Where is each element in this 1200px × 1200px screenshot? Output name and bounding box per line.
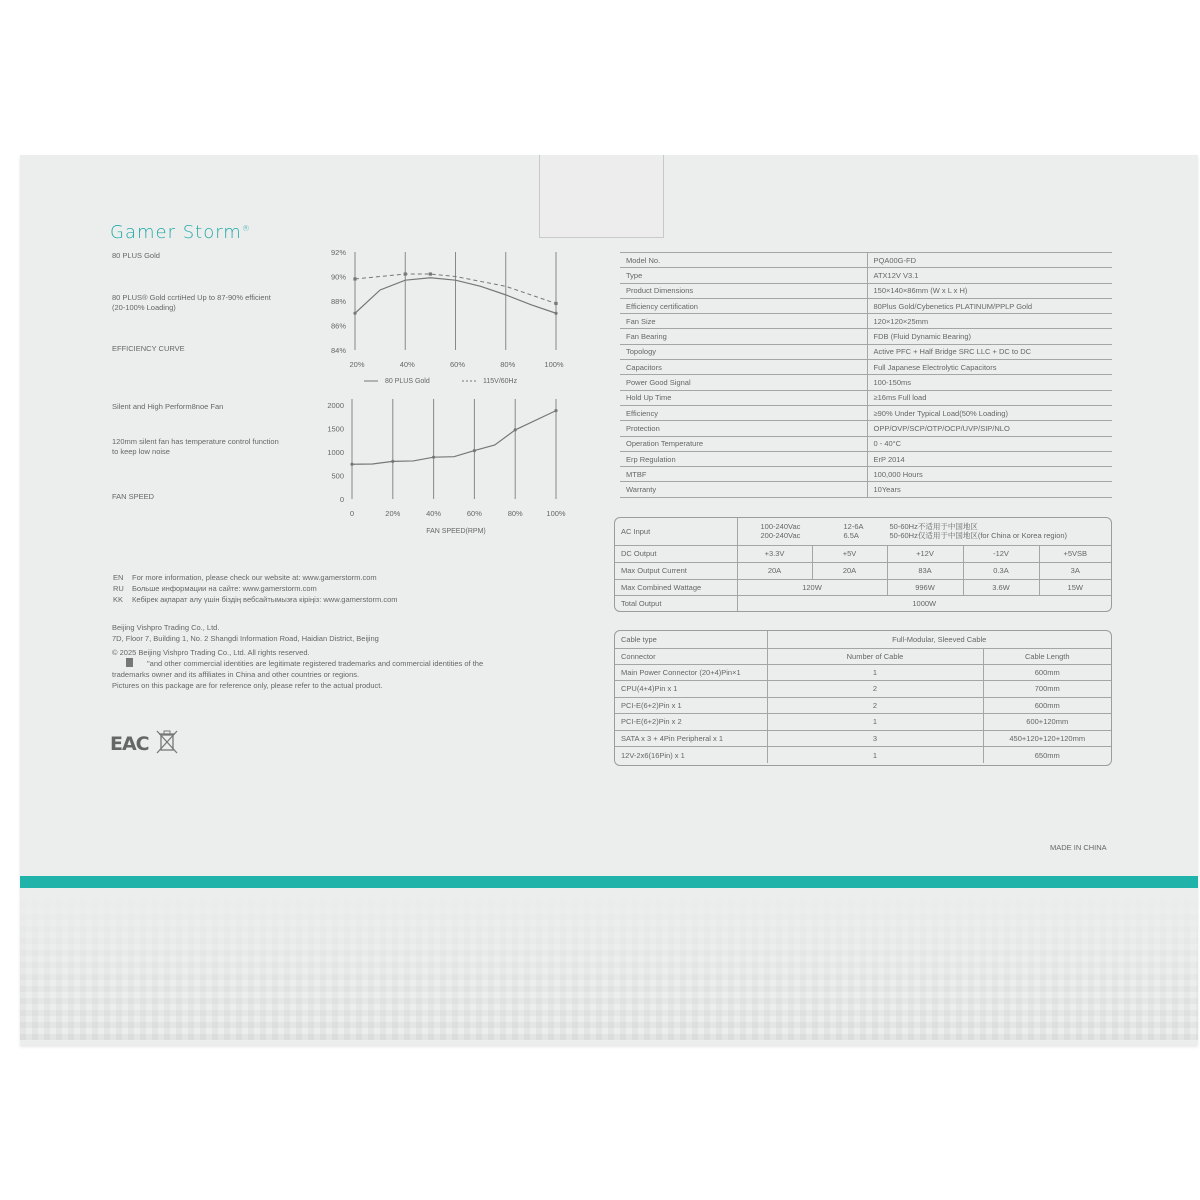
spec-value: 10Years xyxy=(867,482,1112,497)
spec-value: ATX12V V3.1 xyxy=(867,268,1112,283)
cable-row xyxy=(615,714,1111,731)
spec-row xyxy=(620,421,1112,436)
company-address: 7D, Floor 7, Building 1, No. 2 Shangdi Information Road, Haidian District, Beijing xyxy=(112,634,379,643)
ac-n1: 50-60Hz不适用于中国地区 xyxy=(889,522,978,531)
watt-12v: 996W xyxy=(887,579,963,595)
trademark-line-1: "and other commercial identities are legitimate registered trademarks and commercial identities of the xyxy=(147,659,484,668)
cable-row xyxy=(615,730,1111,747)
spec-value: ≥16ms Full load xyxy=(867,390,1112,405)
eff-ytick: 88% xyxy=(330,297,346,306)
spec-value: 100-150ms xyxy=(867,375,1112,390)
spec-value: 120×120×25mm xyxy=(867,314,1112,329)
cable-row xyxy=(615,747,1111,764)
spec-value: OPP/OVP/SCP/OTP/OCP/UVP/SIP/NLO xyxy=(867,421,1112,436)
current-3v3: 20A xyxy=(737,562,812,579)
cable-count: 1 xyxy=(767,747,983,764)
col-connector: Connector xyxy=(615,648,767,664)
fan-xtick: 0 xyxy=(349,509,355,518)
spec-row xyxy=(620,436,1112,451)
max-watt-label: Max Combined Wattage xyxy=(615,579,737,595)
fan-xtick: 60% xyxy=(466,509,482,518)
spec-value: ≥90% Under Typical Load(50% Loading) xyxy=(867,405,1112,420)
fan-desc-2: to keep low noise xyxy=(112,447,170,456)
spec-value: 100,000 Hours xyxy=(867,467,1112,482)
spec-label: Capacitors xyxy=(620,360,867,375)
box-flap xyxy=(539,155,664,238)
cert-desc-1: 80 PLUS® Gold ccrtiHed Up to 87-90% efficient xyxy=(112,293,271,302)
current-5vsb: 3A xyxy=(1039,562,1111,579)
cable-length: 650mm xyxy=(983,747,1111,764)
spec-row xyxy=(620,482,1112,497)
cert-label: 80 PLUS Gold xyxy=(112,251,160,260)
spec-label: Erp Regulation xyxy=(620,451,867,466)
teal-stripe xyxy=(20,876,1198,888)
eff-xtick: 20% xyxy=(349,360,365,369)
fan-xtick: 80% xyxy=(507,509,523,518)
efficiency-curve-label: EFFICIENCY CURVE xyxy=(112,344,185,353)
contact-ru-code: RU xyxy=(113,584,124,593)
dc-12v: +12V xyxy=(887,545,963,562)
spec-value: PQA00G-FD xyxy=(867,253,1112,268)
dc-neg12v: -12V xyxy=(963,545,1039,562)
max-current-label: Max Output Current xyxy=(615,562,737,579)
spec-row xyxy=(620,329,1112,344)
contact-en-text: For more information, please check our website at: www.gamerstorm.com xyxy=(132,573,377,582)
fan-ytick: 2000 xyxy=(327,401,344,410)
cable-connector: 12V-2x6(16Pin) x 1 xyxy=(615,747,767,764)
eff-ytick: 84% xyxy=(330,346,346,355)
legend-115v-label: 115V/60Hz xyxy=(483,378,518,385)
fan-desc-1: 120mm silent fan has temperature control function xyxy=(112,437,279,446)
watt-3v3-5v: 120W xyxy=(737,579,887,595)
ac-n2: 50-60Hz仅适用于中国地区(for China or Korea region) xyxy=(889,531,1068,540)
cable-length: 600mm xyxy=(983,664,1111,681)
cable-count: 1 xyxy=(767,664,983,681)
spec-value: 0 - 40°C xyxy=(867,436,1112,451)
fan-ytick: 500 xyxy=(331,471,344,481)
spec-value: ErP 2014 xyxy=(867,451,1112,466)
spec-label: Efficiency certification xyxy=(620,298,867,313)
spec-row xyxy=(620,405,1112,420)
fan-speed-label: FAN SPEED xyxy=(112,492,155,501)
fan-xtick: 40% xyxy=(426,509,442,518)
ac-a1: 12-6A xyxy=(843,522,864,531)
fan-xtick: 20% xyxy=(385,509,401,518)
spec-label: Protection xyxy=(620,421,867,436)
spec-label: Fan Size xyxy=(620,314,867,329)
cable-row xyxy=(615,697,1111,714)
contact-en-code: EN xyxy=(113,573,124,582)
eff-ytick: 86% xyxy=(330,321,346,331)
pictures-note: Pictures on this package are for reference only, please refer to the actual product. xyxy=(112,681,383,690)
cable-count: 3 xyxy=(767,730,983,747)
contact-kk-text: Кебірек ақпарат алу үшін біздің вебсайтымызға кіріңіз: www.gamerstorm.com xyxy=(132,595,398,604)
total-output-value: 1000W xyxy=(737,595,1111,611)
fan-ytick: 1000 xyxy=(327,448,344,457)
current-12v: 83A xyxy=(887,562,963,579)
spec-row xyxy=(620,253,1112,268)
cable-length: 450+120+120+120mm xyxy=(983,730,1111,747)
cable-count: 1 xyxy=(767,714,983,731)
dc-5vsb: +5VSB xyxy=(1039,545,1111,562)
spec-row xyxy=(620,360,1112,375)
contact-ru-text: Больше информации на сайте: www.gamerstorm.com xyxy=(132,584,317,593)
made-in-label: MADE IN CHINA xyxy=(1050,843,1107,852)
spec-label: Operation Temperature xyxy=(620,436,867,451)
trademark-logo-icon xyxy=(126,658,133,667)
spec-label: Type xyxy=(620,268,867,283)
fan-xtick: 100% xyxy=(546,509,566,518)
spec-row xyxy=(620,268,1112,283)
fan-ytick: 1500 xyxy=(327,424,344,434)
ac-input-cell xyxy=(737,518,1111,545)
spec-label: Hold Up Time xyxy=(620,390,867,405)
spec-label: Product Dimensions xyxy=(620,283,867,298)
spec-value: 80Plus Gold/Cybenetics PLATINUM/PPLP Gold xyxy=(867,298,1112,313)
cable-type-label: Cable type xyxy=(615,631,767,648)
eff-xtick: 100% xyxy=(544,360,564,369)
eff-xtick: 80% xyxy=(500,360,516,369)
ac-v2: 200-240Vac xyxy=(760,531,801,540)
trademark-line-2: trademarks owner and its affiliates in China and other countries or regions. xyxy=(112,670,360,679)
spec-row xyxy=(620,344,1112,359)
weee-bin-icon xyxy=(154,728,180,756)
spec-label: Fan Bearing xyxy=(620,329,867,344)
spec-row xyxy=(620,283,1112,298)
dc-3v3: +3.3V xyxy=(737,545,812,562)
fan-title: Silent and High Perform8noe Fan xyxy=(112,402,224,411)
dc-output-label: DC Output xyxy=(615,545,737,562)
eac-mark-icon: EAC xyxy=(110,733,149,755)
spec-value: Full Japanese Electrolytic Capacitors xyxy=(867,360,1112,375)
spec-label: Power Good Signal xyxy=(620,375,867,390)
eff-xtick: 40% xyxy=(399,360,415,369)
spec-value: 150×140×86mm (W x L x H) xyxy=(867,283,1112,298)
company-name: Beijing Vishpro Trading Co., Ltd. xyxy=(112,623,220,632)
total-output-label: Total Output xyxy=(615,595,737,611)
spec-label: Warranty xyxy=(620,482,867,497)
spec-value: Active PFC + Half Bridge SRC LLC + DC to DC xyxy=(867,344,1112,359)
cable-length: 600mm xyxy=(983,697,1111,714)
col-length: Cable Length xyxy=(983,648,1111,664)
dot-pattern xyxy=(20,890,1198,1040)
eff-ytick: 90% xyxy=(330,272,346,282)
spec-label: Model No. xyxy=(620,253,867,268)
current-5v: 20A xyxy=(812,562,887,579)
cable-count: 2 xyxy=(767,697,983,714)
eff-xtick: 60% xyxy=(449,360,466,369)
watt-neg12v: 3.6W xyxy=(963,579,1039,595)
ac-v1: 100-240Vac xyxy=(760,522,801,531)
spec-table xyxy=(620,252,1112,498)
power-table xyxy=(614,517,1112,612)
spec-label: MTBF xyxy=(620,467,867,482)
spec-label: Topology xyxy=(620,344,867,359)
spec-row xyxy=(620,451,1112,466)
spec-row xyxy=(620,390,1112,405)
spec-row xyxy=(620,314,1112,329)
legend-gold-label: 80 PLUS Gold xyxy=(385,378,430,385)
cable-type-value: Full-Modular, Sleeved Cable xyxy=(767,631,1111,648)
cable-connector: CPU(4+4)Pin x 1 xyxy=(615,681,767,698)
dc-5v: +5V xyxy=(812,545,887,562)
gamerstorm-logo: Gamer Storm® xyxy=(110,222,251,243)
cable-connector: PCI-E(6+2)Pin x 1 xyxy=(615,697,767,714)
ac-input-label: AC Input xyxy=(615,518,737,545)
cert-desc-2: (20-100% Loading) xyxy=(112,303,176,312)
cable-row xyxy=(615,681,1111,698)
cable-connector: PCI-E(6+2)Pin x 2 xyxy=(615,714,767,731)
spec-row xyxy=(620,375,1112,390)
ac-a2: 6.5A xyxy=(843,531,859,540)
cable-count: 2 xyxy=(767,681,983,698)
cable-connector: Main Power Connector (20+4)Pin×1 xyxy=(615,664,767,681)
eff-ytick: 92% xyxy=(330,248,346,257)
fan-ytick: 0 xyxy=(339,495,344,504)
current-neg12v: 0.3A xyxy=(963,562,1039,579)
spec-row xyxy=(620,298,1112,313)
cable-row xyxy=(615,664,1111,681)
watt-5vsb: 15W xyxy=(1039,579,1111,595)
cable-table xyxy=(614,630,1112,766)
cable-length: 600+120mm xyxy=(983,714,1111,731)
spec-row xyxy=(620,467,1112,482)
fan-xlabel: FAN SPEED(RPM) xyxy=(426,528,486,535)
spec-value: FDB (Fluid Dynamic Bearing) xyxy=(867,329,1112,344)
cable-length: 700mm xyxy=(983,681,1111,698)
copyright: © 2025 Beijing Vishpro Trading Co., Ltd. All rights reserved. xyxy=(112,648,310,657)
cable-connector: SATA x 3 + 4Pin Peripheral x 1 xyxy=(615,730,767,747)
contact-kk-code: KK xyxy=(113,595,124,604)
spec-label: Efficiency xyxy=(620,405,867,420)
col-number: Number of Cable xyxy=(767,648,983,664)
